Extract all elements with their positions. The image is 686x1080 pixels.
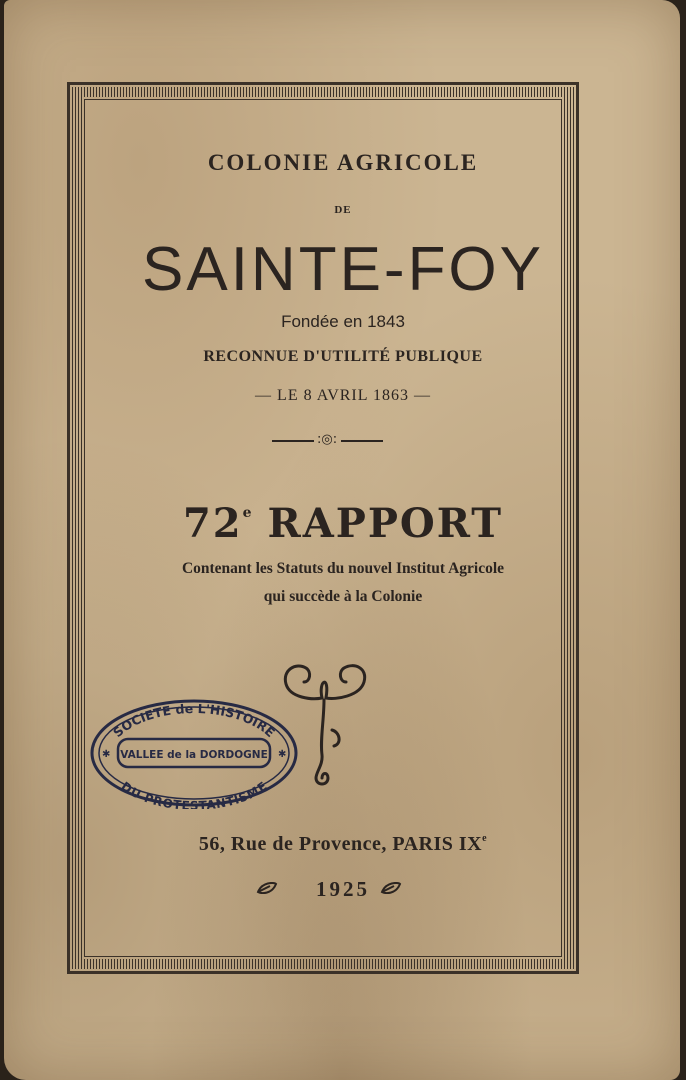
address-superscript: e <box>482 833 488 844</box>
recognition-line: RECONNUE D'UTILITÉ PUBLIQUE <box>203 348 483 365</box>
publisher-address <box>0 833 686 856</box>
library-stamp <box>88 697 300 809</box>
divider-left <box>272 440 314 442</box>
stamp-bottom-text: DU PROTESTANTISME <box>118 779 270 809</box>
heading-de: DE <box>334 204 352 216</box>
divider-right <box>341 440 383 442</box>
founded-line: Fondée en 1843 <box>281 312 405 331</box>
leaf-right-icon <box>380 882 402 894</box>
divider-ornament-icon: :◎: <box>317 432 338 447</box>
stamp-top-text: SOCIETE de L'HISTOIRE <box>110 700 279 741</box>
publication-year: 1925 <box>316 877 370 901</box>
subtitle-line-2: qui succède à la Colonie <box>263 588 423 605</box>
address-text: 56, Rue de Provence, PARIS IX <box>198 833 483 855</box>
stamp-star-left-icon: ✱ <box>102 749 111 760</box>
stamp-center-text: VALLEE de la DORDOGNE <box>120 749 268 761</box>
page-title: SAINTE-FOY <box>141 235 545 304</box>
stamp-star-right-icon: ✱ <box>278 749 287 760</box>
report-superscript: e <box>242 505 252 521</box>
subtitle-line-1: Contenant les Statuts du nouvel Institut Agricole <box>181 560 505 577</box>
report-heading <box>0 500 686 547</box>
report-word: RAPPORT <box>267 500 504 547</box>
report-number: 72 <box>182 500 243 547</box>
recognition-date: — LE 8 AVRIL 1863 — <box>255 387 431 404</box>
heading-colonie-agricole: COLONIE AGRICOLE <box>207 150 479 175</box>
